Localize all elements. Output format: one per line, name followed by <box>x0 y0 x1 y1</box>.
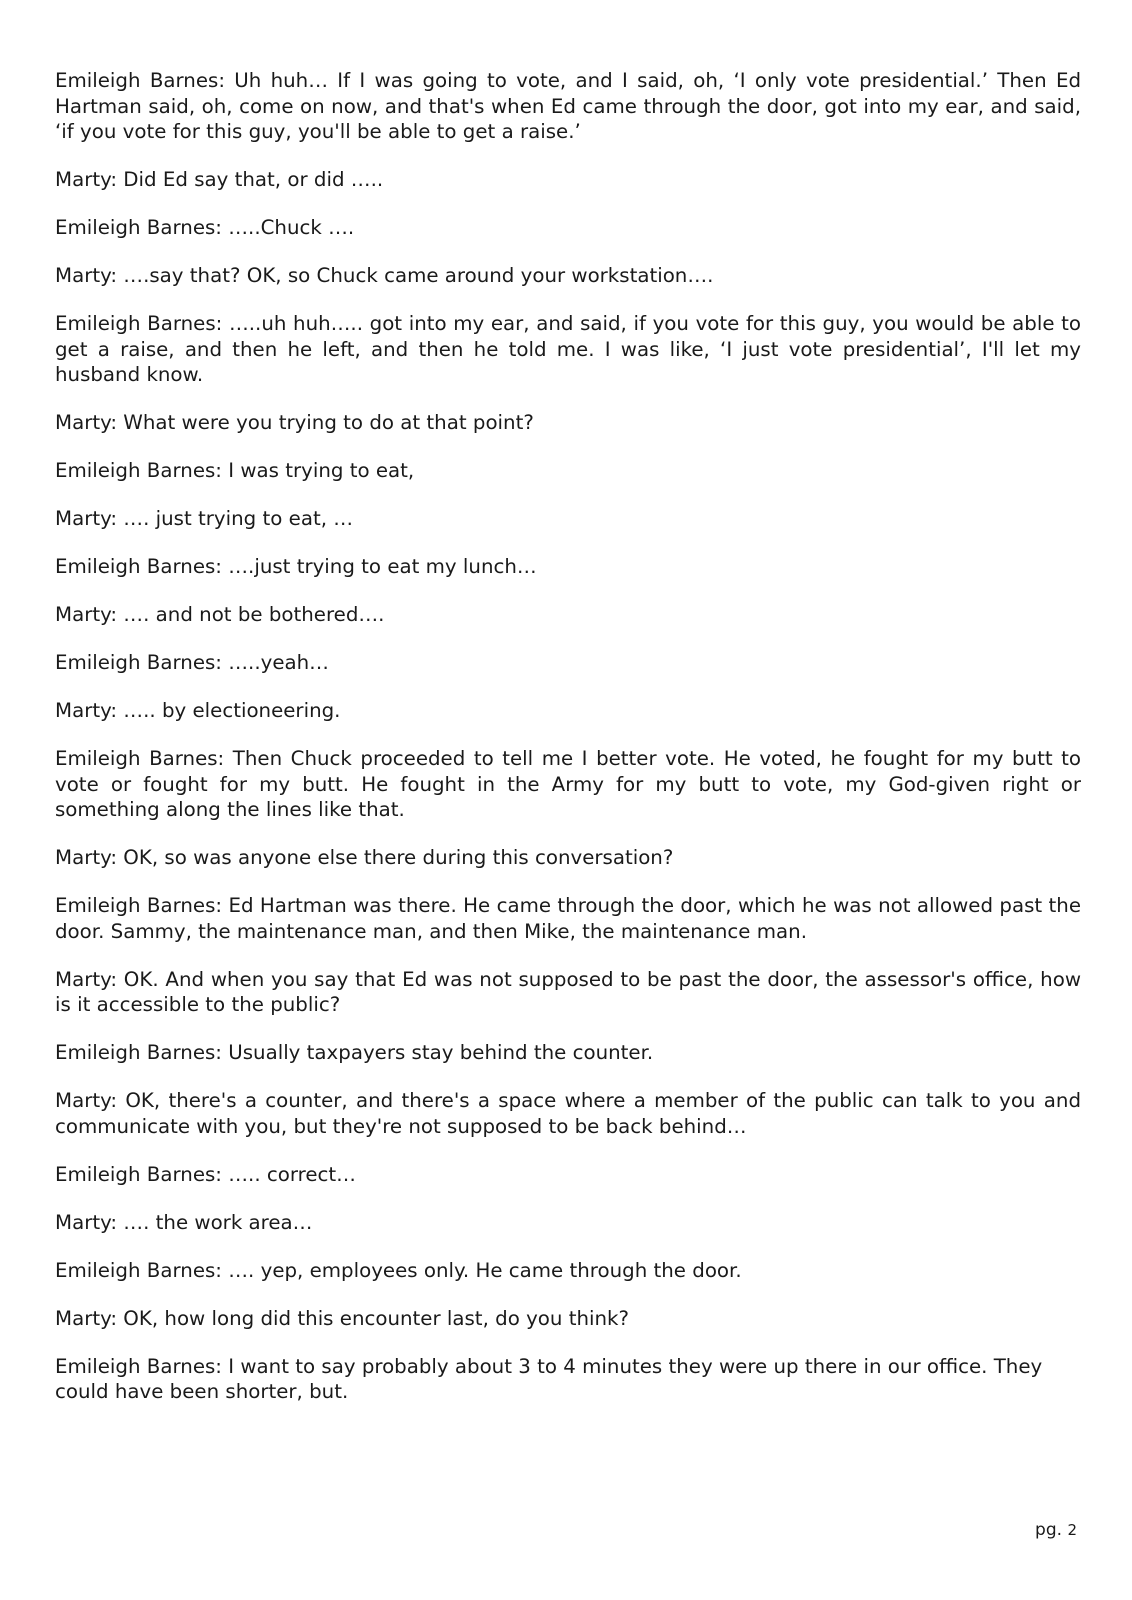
transcript-paragraph: Emileigh Barnes: Usually taxpayers stay behind the counter. <box>55 1041 654 1064</box>
transcript-body <box>55 68 1081 1427</box>
transcript-paragraph: Marty: OK, how long did this encounter last, do you think? <box>55 1306 630 1330</box>
transcript-paragraph: Marty: ….say that? OK, so Chuck came around your workstation…. <box>55 264 714 287</box>
transcript-paragraph: Marty: …. just trying to eat, … <box>55 507 354 530</box>
transcript-paragraph: Emileigh Barnes: ….just trying to eat my lunch… <box>55 555 537 578</box>
transcript-paragraph: Marty: OK, there's a counter, and there's a space where a member of the public can talk to you and communicate with you, but they're not supposed to be back behind… <box>55 1089 1081 1138</box>
transcript-paragraph: Marty: Did Ed say that, or did ….. <box>55 168 384 191</box>
transcript-paragraph: Emileigh Barnes: ….. correct… <box>55 1162 356 1186</box>
transcript-paragraph: Emileigh Barnes: …. yep, employees only. He came through the door. <box>55 1258 742 1282</box>
transcript-paragraph: Marty: OK. And when you say that Ed was not supposed to be past the door, the assessor's office, how is it accessible to the public? <box>55 967 1081 1016</box>
page-number <box>1035 1519 1077 1541</box>
transcript-paragraph: Marty: What were you trying to do at that point? <box>55 411 534 434</box>
transcript-paragraph: Emileigh Barnes: …..uh huh….. got into my ear, and said, if you vote for this guy, you would be able to get a raise, and then he left, and then he told me. I was like, ‘I just vote presidential’, I'll let my husband know. <box>55 312 1081 386</box>
page-number-value: 2 <box>1067 1521 1077 1539</box>
transcript-paragraph: Marty: OK, so was anyone else there during this conversation? <box>55 846 674 869</box>
page-number-label: pg. <box>1035 1520 1063 1540</box>
transcript-paragraph: Emileigh Barnes: …..Chuck …. <box>55 216 355 239</box>
transcript-paragraph: Emileigh Barnes: …..yeah… <box>55 651 329 674</box>
transcript-paragraph: Emileigh Barnes: Uh huh… If I was going to vote, and I said, oh, ‘I only vote presidential.’ Then Ed Hartman said, oh, come on now, and that's when Ed came through the door, got into my ear, and said, ‘if you vote for this guy, you'll be able to get a raise.’ <box>55 69 1081 143</box>
transcript-paragraph: Emileigh Barnes: Ed Hartman was there. He came through the door, which he was not allowed past the door. Sammy, the maintenance man, and then Mike, the maintenance man. <box>55 894 1081 943</box>
transcript-paragraph: Marty: …. and not be bothered…. <box>55 603 385 626</box>
transcript-paragraph: Marty: ….. by electioneering. <box>55 699 341 722</box>
transcript-paragraph: Emileigh Barnes: I was trying to eat, <box>55 459 415 482</box>
transcript-paragraph: Emileigh Barnes: Then Chuck proceeded to tell me I better vote. He voted, he fought for my butt to vote or fought for my butt. He fought in the Army for my butt to vote, my God-given right or something along the lines like that. <box>55 747 1081 821</box>
transcript-paragraph: Marty: …. the work area… <box>55 1210 313 1234</box>
transcript-paragraph: Emileigh Barnes: I want to say probably about 3 to 4 minutes they were up there in our office. They could have been shorter, but. <box>55 1354 1043 1403</box>
